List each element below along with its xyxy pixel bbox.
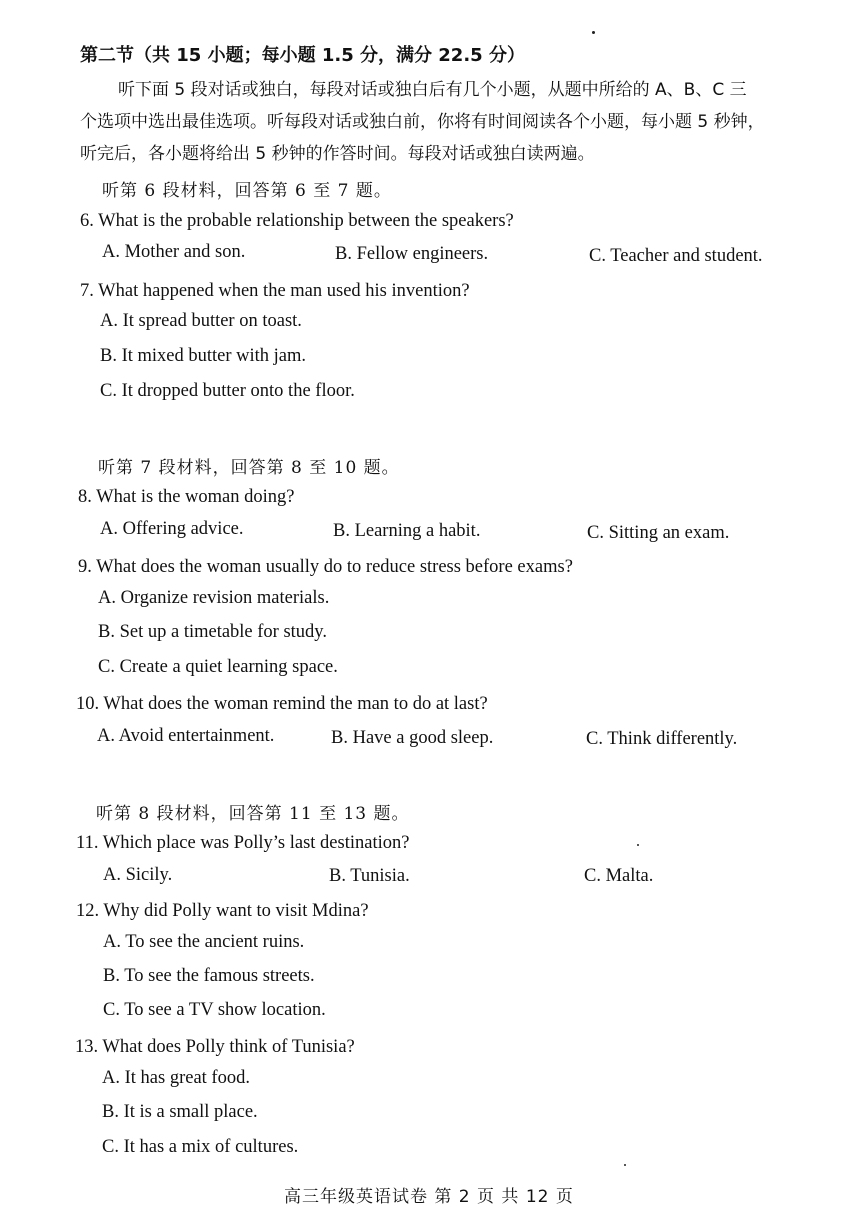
option-a: A. It has great food. bbox=[102, 1068, 250, 1088]
question-stem: 13. What does Polly think of Tunisia? bbox=[75, 1037, 355, 1057]
group-hint: 听第 8 段材料，回答第 11 至 13 题。 bbox=[96, 804, 410, 824]
option-a: A. Offering advice. bbox=[100, 519, 244, 539]
scan-speck bbox=[624, 1164, 626, 1166]
option-c: C. To see a TV show location. bbox=[103, 1000, 326, 1020]
option-c: C. It dropped butter onto the floor. bbox=[100, 381, 355, 401]
option-a: A. It spread butter on toast. bbox=[100, 311, 302, 331]
group-hint: 听第 6 段材料，回答第 6 至 7 题。 bbox=[102, 181, 392, 201]
question-stem: 11. Which place was Polly’s last destination? bbox=[76, 833, 410, 853]
page-footer: 高三年级英语试卷 第 2 页 共 12 页 bbox=[284, 1187, 574, 1207]
instruction-line-3: 听完后，各小题将给出 5 秒钟的作答时间。每段对话或独白读两遍。 bbox=[80, 144, 595, 164]
option-b: B. It mixed butter with jam. bbox=[100, 346, 307, 366]
option-c: C. Think differently. bbox=[586, 729, 738, 749]
group-hint: 听第 7 段材料，回答第 8 至 10 题。 bbox=[98, 458, 400, 478]
option-c: C. It has a mix of cultures. bbox=[102, 1137, 299, 1157]
scan-speck bbox=[637, 844, 639, 846]
option-b: B. To see the famous streets. bbox=[103, 966, 315, 986]
option-a: A. To see the ancient ruins. bbox=[103, 932, 305, 952]
option-b: B. It is a small place. bbox=[102, 1102, 258, 1122]
option-c: C. Sitting an exam. bbox=[587, 523, 730, 543]
scan-speck bbox=[592, 31, 595, 34]
option-b: B. Set up a timetable for study. bbox=[98, 622, 327, 642]
instruction-line-2: 个选项中选出最佳选项。听每段对话或独白前，你将有时间阅读各个小题，每小题 5 秒钟， bbox=[80, 112, 765, 132]
question-stem: 10. What does the woman remind the man to do at last? bbox=[76, 694, 488, 714]
option-b: B. Learning a habit. bbox=[333, 521, 481, 541]
option-b: B. Have a good sleep. bbox=[331, 728, 494, 748]
option-b: B. Fellow engineers. bbox=[335, 244, 489, 264]
option-a: A. Avoid entertainment. bbox=[97, 726, 275, 746]
option-a: A. Mother and son. bbox=[102, 242, 246, 262]
option-c: C. Create a quiet learning space. bbox=[98, 657, 338, 677]
option-c: C. Malta. bbox=[584, 866, 654, 886]
instruction-line-1: 听下面 5 段对话或独白，每段对话或独白后有几个小题，从题中所给的 A、B、C 三 bbox=[118, 80, 747, 100]
question-stem: 6. What is the probable relationship between the speakers? bbox=[80, 211, 514, 231]
option-b: B. Tunisia. bbox=[329, 866, 410, 886]
question-stem: 8. What is the woman doing? bbox=[78, 487, 295, 507]
question-stem: 9. What does the woman usually do to reduce stress before exams? bbox=[78, 557, 573, 577]
option-a: A. Organize revision materials. bbox=[98, 588, 330, 608]
option-a: A. Sicily. bbox=[103, 865, 173, 885]
section-title: 第二节（共 15 小题；每小题 1.5 分，满分 22.5 分） bbox=[80, 45, 525, 66]
question-stem: 7. What happened when the man used his invention? bbox=[80, 281, 470, 301]
option-c: C. Teacher and student. bbox=[589, 246, 763, 266]
question-stem: 12. Why did Polly want to visit Mdina? bbox=[76, 901, 369, 921]
